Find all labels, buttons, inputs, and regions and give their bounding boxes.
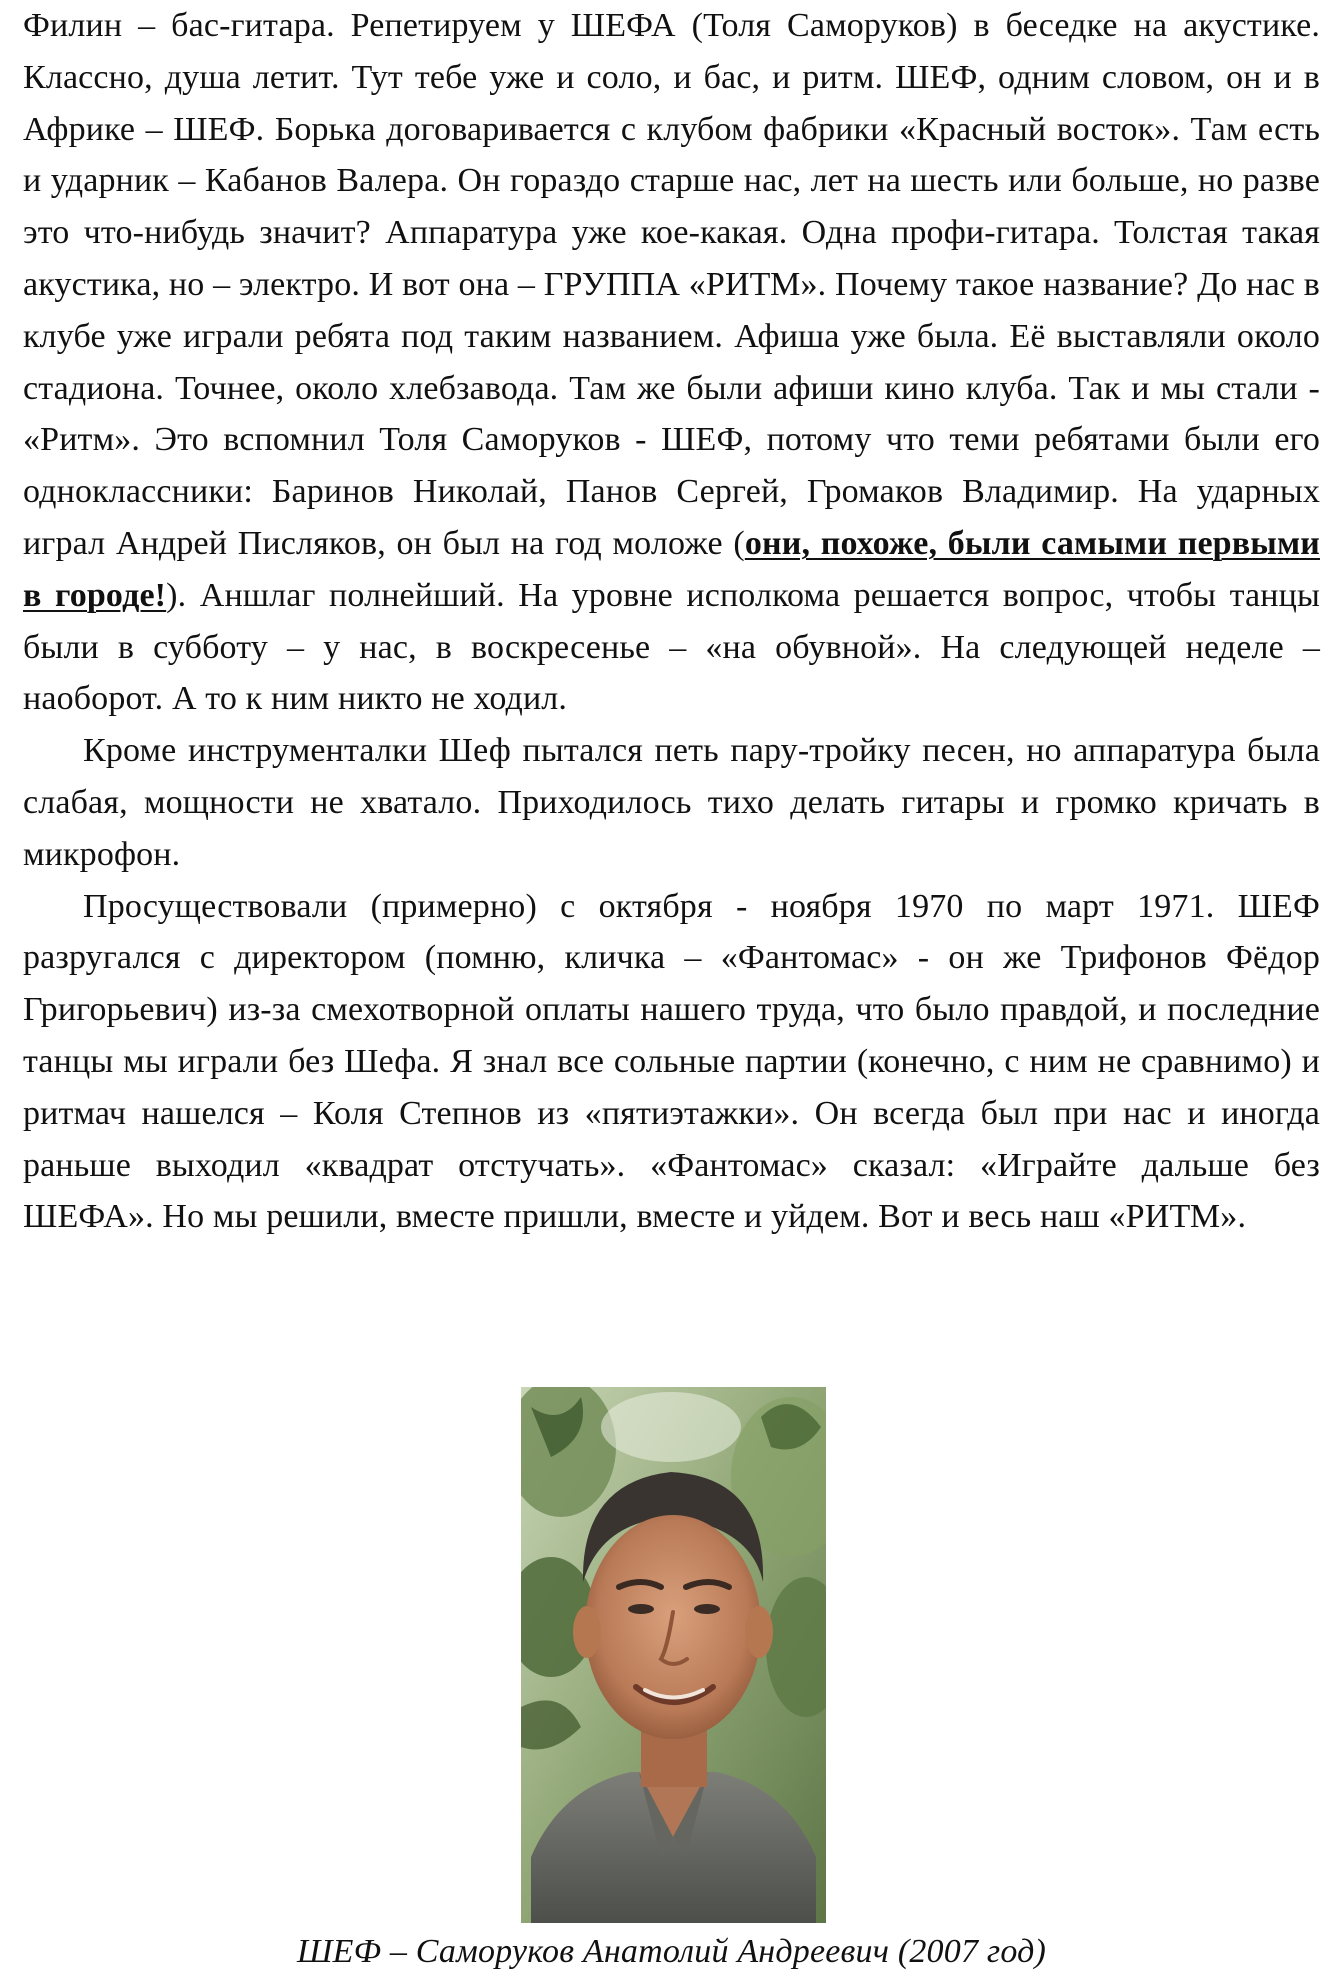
paragraph-1-text-before: Филин – бас-гитара. Репетируем у ШЕФА (Толя Саморуков) в беседке на акустике. Классно, душа летит. Тут тебе уже и соло, и бас, и ритм. ШЕФ, одним словом, он и в Африке – ШЕФ. Борька договаривается с клубом фабрики «Красный восток». Там есть и ударник – Кабанов Валера. Он гораздо старше нас, лет на шесть или больше, но разве это что-нибудь значит? Аппаратура уже кое-какая. Одна профи-гитара. Толстая такая акустика, но – электро. И вот она – ГРУППА «РИТМ». Почему такое название? До нас в клубе уже играли ребята под таким названием. Афиша уже была. Её выставляли около стадиона. Точнее, около хлебзавода. Там же были афиши кино клуба. Так и мы стали - «Ритм». Это вспомнил Толя Саморуков - ШЕФ, потому что теми ребятами были его одноклассники: Баринов Николай, Панов Сергей, Громаков Владимир. На ударных играл Андрей Писляков, он был на год моложе ( [23,7,1320,562]
portrait-photo [521,1387,826,1923]
portrait-illustration [521,1387,826,1923]
paragraph-3: Просуществовали (примерно) с октября - ноября 1970 по март 1971. ШЕФ разругался с директором (помню, кличка – «Фантомас» - он же Трифонов Фёдор Григорьевич) из-за смехотворной оплаты нашего труда, что было правдой, и последние танцы мы играли без Шефа. Я знал все сольные партии (конечно, с ним не сравнимо) и ритмач нашелся – Коля Степнов из «пятиэтажки». Он всегда был при нас и иногда раньше выходил «квадрат отстучать». «Фантомас» сказал: «Играйте дальше без ШЕФА». Но мы решили, вместе пришли, вместе и уйдем. Вот и весь наш «РИТМ». [23,887,1320,1236]
paragraph-1 [23,0,1320,725]
photo-caption: ШЕФ – Саморуков Анатолий Андреевич (2007 год) [296,1933,1046,1970]
document-page [23,0,1320,1987]
paragraph-1-highlight: они, похоже, были самыми первыми в городе! [23,524,1320,614]
paragraph-1-text-after: ). Аншлаг полнейший. На уровне исполкома решается вопрос, чтобы танцы были в субботу – у нас, в воскресенье – «на обувной». На следующей неделе – наоборот. А то к ним никто не ходил. [23,576,1320,718]
paragraph-2: Кроме инструменталки Шеф пытался петь пару-тройку песен, но аппаратура была слабая, мощности не хватало. Приходилось тихо делать гитары и громко кричать в микрофон. [23,732,1320,873]
